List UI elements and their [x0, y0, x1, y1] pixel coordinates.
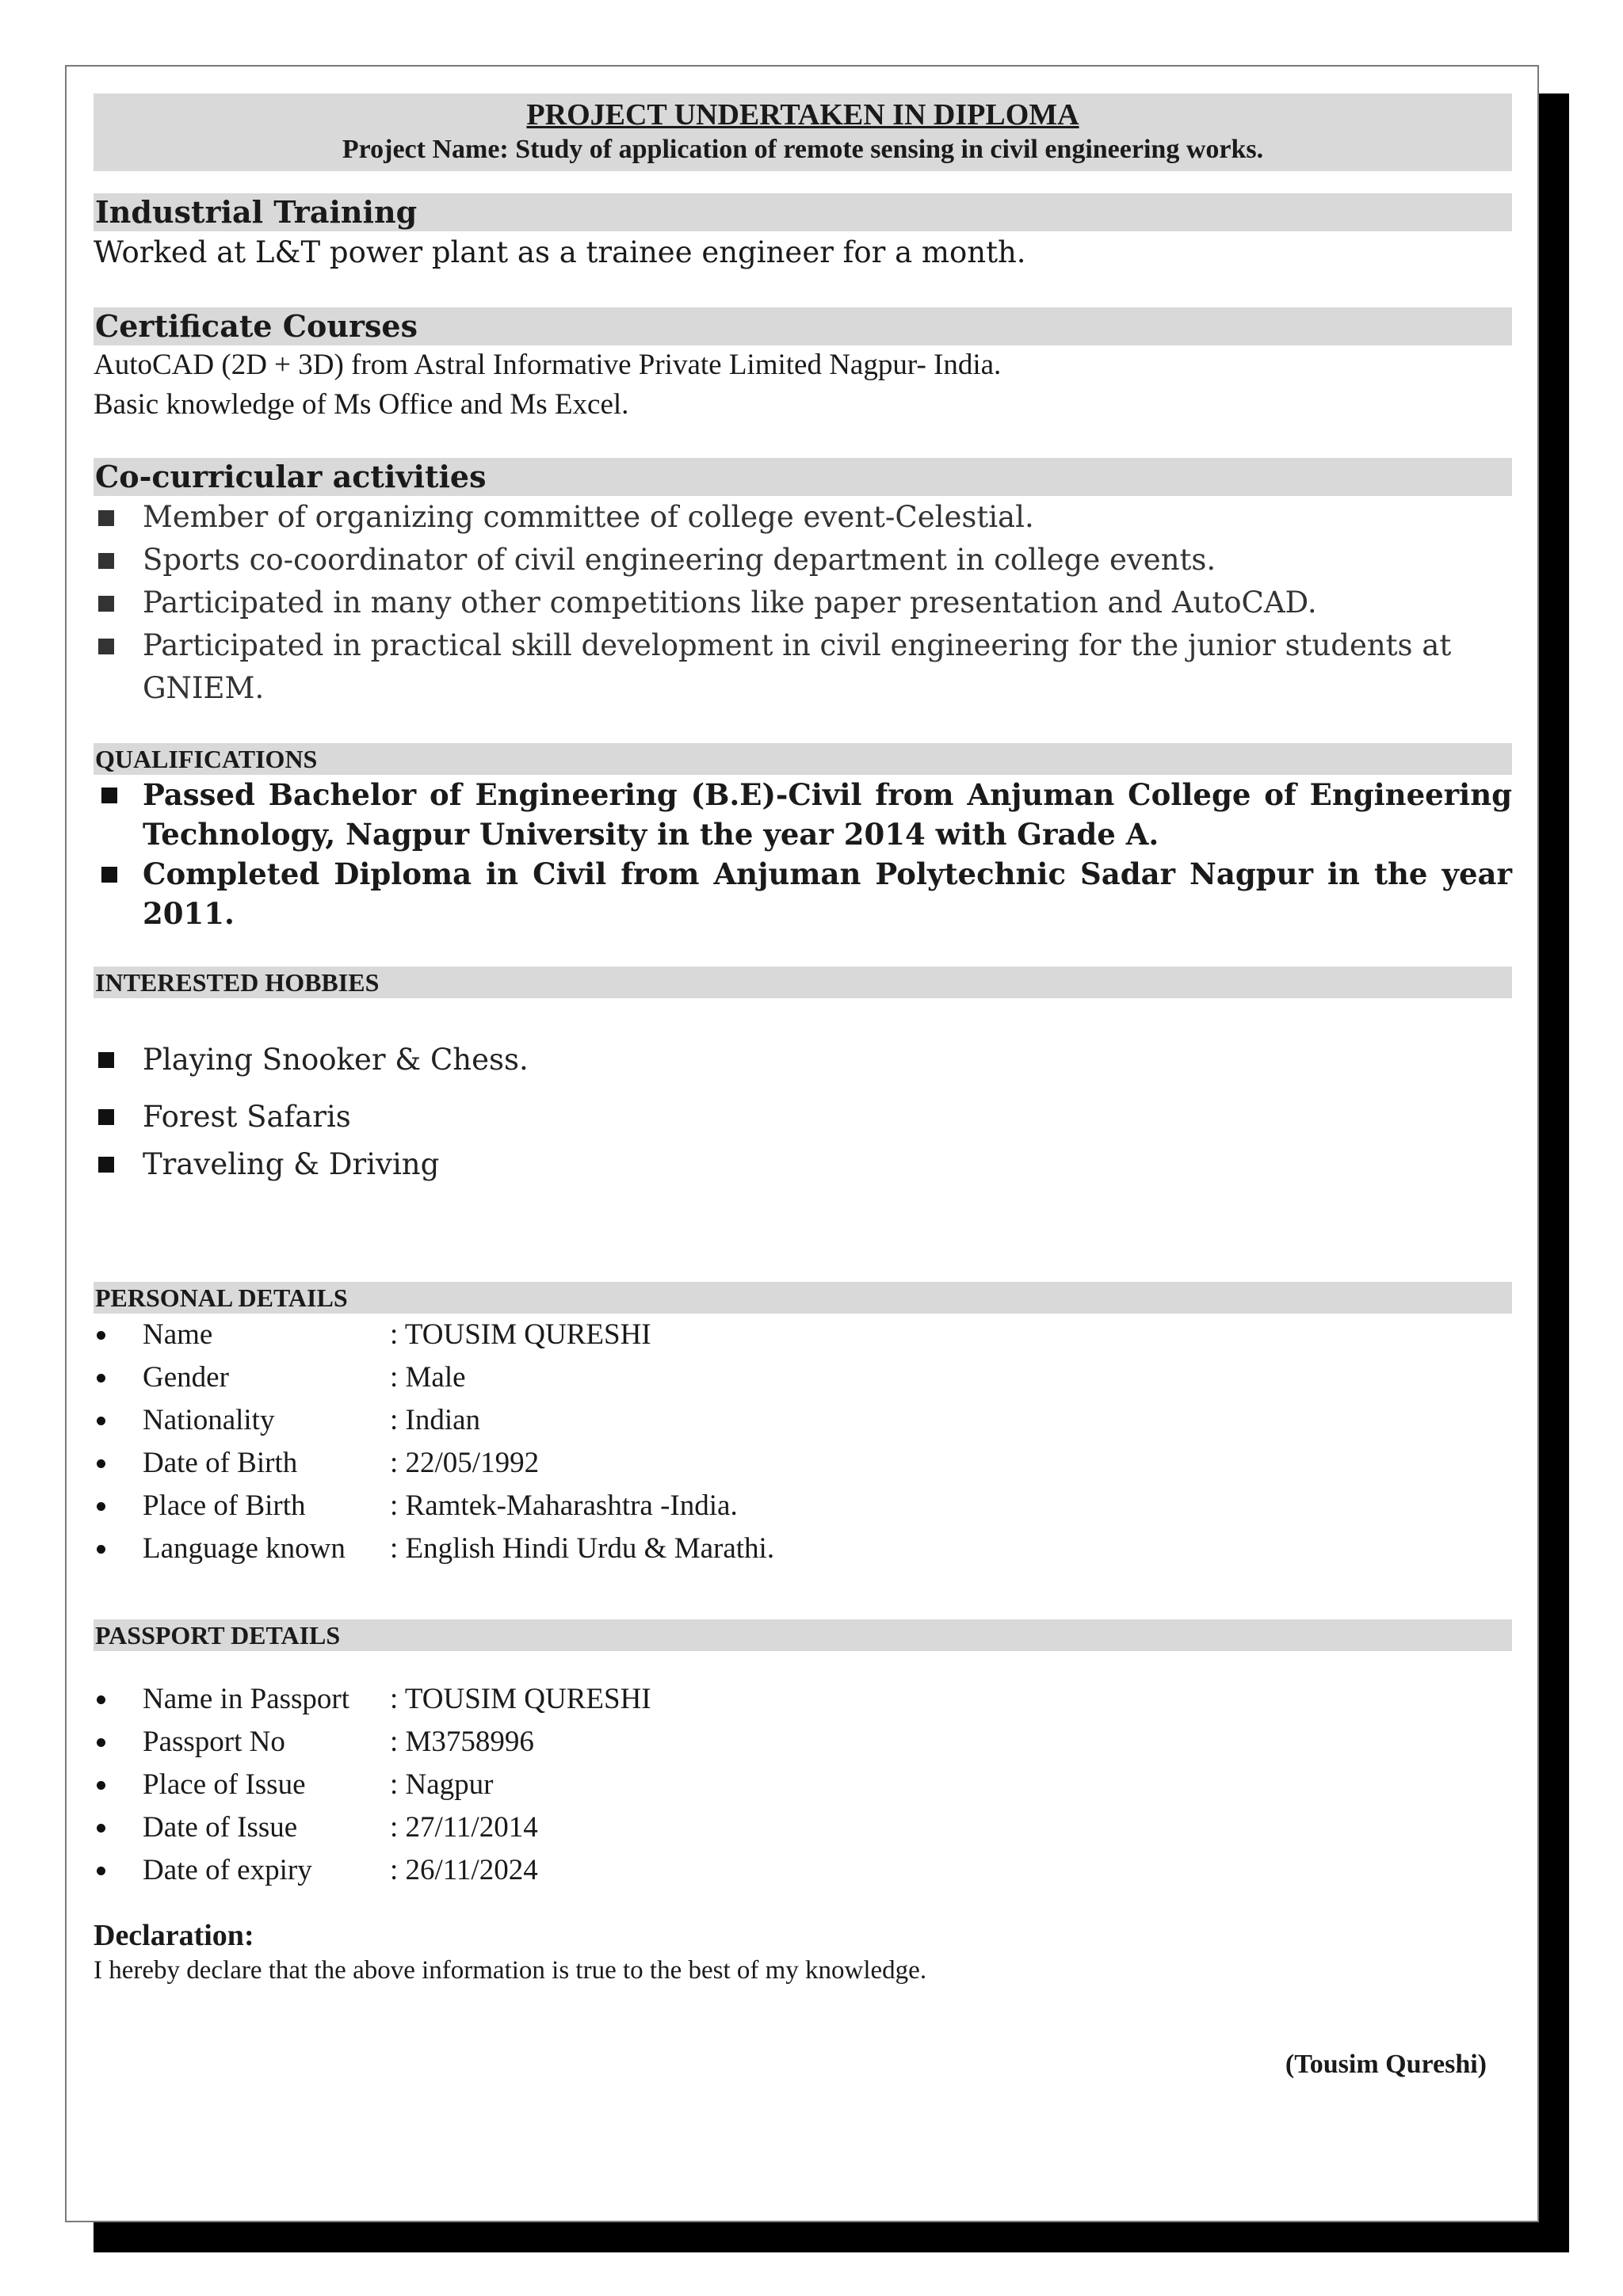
round-bullet-icon [97, 1417, 105, 1425]
square-bullet-icon [101, 867, 117, 883]
square-bullet-icon [98, 596, 114, 612]
project-name: Project Name: Study of application of remote sensing in civil engineering works. [342, 135, 1264, 164]
personal-details-list [94, 1314, 1512, 1570]
project-section [94, 93, 1512, 171]
table-row: Passport No : M3758996 [94, 1721, 1512, 1764]
round-bullet-icon [97, 1502, 105, 1511]
declaration-heading: Declaration: [94, 1919, 254, 1952]
list-item: Participated in practical skill development in civil engineering for the junior students at GNIEM. [94, 624, 1512, 710]
hobbies-heading: INTERESTED HOBBIES [94, 967, 1512, 998]
qualifications-list [94, 775, 1512, 933]
square-bullet-icon [98, 639, 114, 654]
signature-name: (Tousim Qureshi) [1285, 2050, 1487, 2079]
list-item: Playing Snooker & Chess. [94, 1036, 1512, 1084]
co-curricular-list [94, 496, 1512, 710]
round-bullet-icon [97, 1738, 105, 1747]
table-row: Language known : English Hindi Urdu & Marathi. [94, 1527, 1512, 1570]
table-row: Name : TOUSIM QURESHI [94, 1314, 1512, 1356]
table-row: Name in Passport : TOUSIM QURESHI [94, 1678, 1512, 1721]
round-bullet-icon [97, 1374, 105, 1383]
table-row: Date of Issue : 27/11/2014 [94, 1806, 1512, 1849]
passport-details-list [94, 1678, 1512, 1892]
round-bullet-icon [97, 1695, 105, 1704]
round-bullet-icon [97, 1545, 105, 1554]
square-bullet-icon [98, 1109, 114, 1125]
round-bullet-icon [97, 1459, 105, 1468]
list-item: Member of organizing committee of college event-Celestial. [94, 496, 1512, 539]
qualifications-heading: QUALIFICATIONS [94, 743, 1512, 775]
project-title: PROJECT UNDERTAKEN IN DIPLOMA [526, 98, 1079, 132]
round-bullet-icon [97, 1781, 105, 1790]
co-curricular-heading: Co-curricular activities [94, 458, 1512, 496]
industrial-training-text: Worked at L&T power plant as a trainee engineer for a month. [94, 235, 1026, 269]
list-item: Sports co-coordinator of civil engineering department in college events. [94, 539, 1512, 582]
resume-content [94, 93, 1512, 2082]
passport-details-heading: PASSPORT DETAILS [94, 1619, 1512, 1651]
square-bullet-icon [101, 788, 117, 803]
personal-details-heading: PERSONAL DETAILS [94, 1282, 1512, 1314]
square-bullet-icon [98, 1052, 114, 1068]
square-bullet-icon [98, 510, 114, 526]
list-item: Completed Diploma in Civil from Anjuman Polytechnic Sadar Nagpur in the year 2011. [94, 854, 1512, 933]
certificate-course-line: AutoCAD (2D + 3D) from Astral Informative Private Limited Nagpur- India. [94, 349, 1002, 381]
round-bullet-icon [97, 1867, 105, 1875]
certificate-courses-heading: Certificate Courses [94, 307, 1512, 345]
table-row: Nationality : Indian [94, 1399, 1512, 1442]
square-bullet-icon [98, 1157, 114, 1173]
table-row: Gender : Male [94, 1356, 1512, 1399]
table-row: Date of Birth : 22/05/1992 [94, 1442, 1512, 1485]
certificate-course-line: Basic knowledge of Ms Office and Ms Excel. [94, 388, 629, 421]
square-bullet-icon [98, 553, 114, 569]
table-row: Place of Birth : Ramtek-Maharashtra -India. [94, 1485, 1512, 1527]
list-item: Participated in many other competitions like paper presentation and AutoCAD. [94, 582, 1512, 624]
table-row: Date of expiry : 26/11/2024 [94, 1849, 1512, 1892]
round-bullet-icon [97, 1331, 105, 1340]
round-bullet-icon [97, 1824, 105, 1833]
resume-page [65, 65, 1539, 2222]
declaration-text: I hereby declare that the above information is true to the best of my knowledge. [94, 1956, 927, 1985]
hobbies-list [94, 1036, 1512, 1188]
list-item: Forest Safaris [94, 1093, 1512, 1141]
industrial-training-heading: Industrial Training [94, 193, 1512, 231]
list-item: Traveling & Driving [94, 1141, 1512, 1188]
table-row: Place of Issue : Nagpur [94, 1764, 1512, 1806]
list-item: Passed Bachelor of Engineering (B.E)-Civil from Anjuman College of Engineering Technology, Nagpur University in the year 2014 with Grade A. [94, 775, 1512, 854]
